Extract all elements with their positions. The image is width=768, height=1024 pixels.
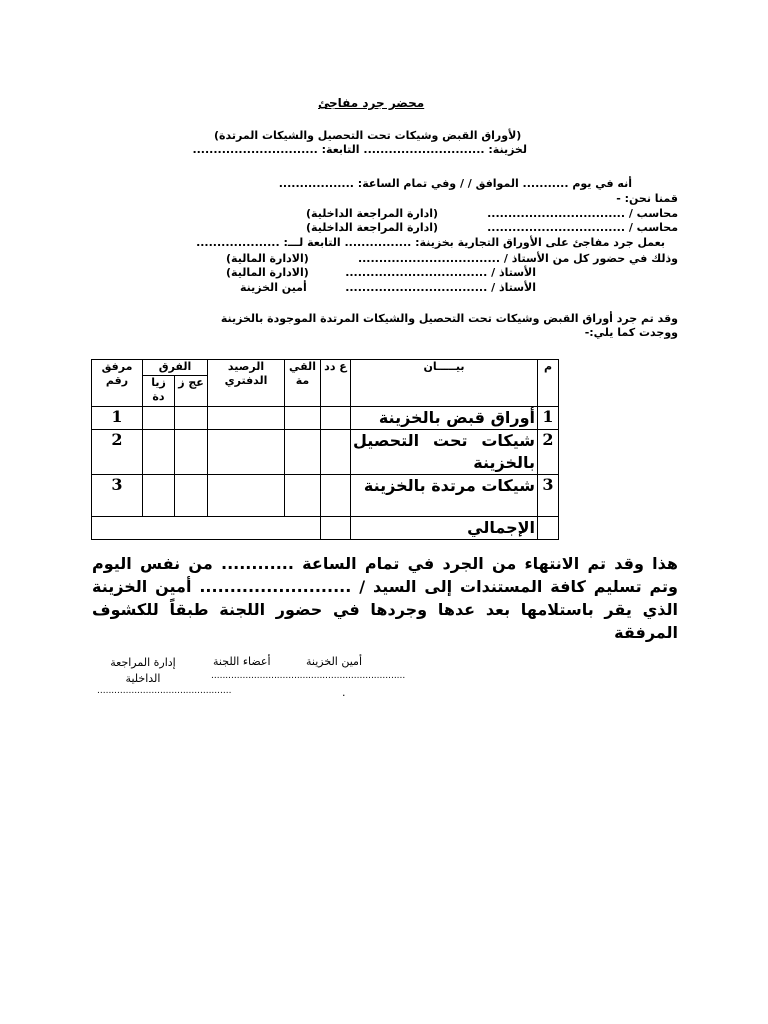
row-deficit-cell: [175, 475, 208, 517]
inventory-table: [91, 359, 559, 540]
row-count-cell: [321, 430, 351, 475]
found-line-2: ووجدت كما يلي:-: [584, 326, 678, 339]
header-statement: بيـــــان: [351, 360, 538, 407]
header-deficit: عج ز: [175, 376, 208, 407]
header-balance: الرصيد الدفتري: [208, 360, 285, 407]
page-title: محضر جرد مفاجئ: [318, 96, 425, 110]
signature-treasurer-line: ..................................: [308, 671, 406, 681]
total-rest-cell: [92, 517, 321, 540]
row-statement: شيكات تحت التحصيل بالخزينة: [351, 430, 538, 475]
row-count-cell: [321, 475, 351, 517]
table-row: [92, 430, 559, 475]
row-attach: 1: [92, 407, 143, 430]
row-balance-cell: [208, 475, 285, 517]
signature-audit-line: ...............................................: [97, 686, 232, 696]
row-index: 3: [538, 475, 559, 517]
table-row: [92, 475, 559, 517]
header-surplus: زيا دة: [143, 376, 175, 407]
row-deficit-cell: [175, 407, 208, 430]
accountant-2: محاسب / .................................: [487, 221, 678, 234]
row-surplus-cell: [143, 407, 175, 430]
closing-paragraph: هذا وقد تم الانتهاء من الجرد في تمام الساعة ............ من نفس اليوم وتم تسليم كافة المستندات إلى السيد / ......................... أمين الخزينة الذي يقر باستلامها بعد عدها وجردها في حضور اللجنة طبقاً للكشوف المرفقة: [92, 554, 678, 642]
signature-treasurer: أمين الخزينة: [306, 655, 362, 668]
signature-audit: إدارة المراجعة الداخلية: [110, 656, 176, 685]
accountant-2-dept: (ادارة المراجعة الداخلية): [306, 221, 439, 234]
date-line: أنه في يوم ........... الموافق / / وفي تمام الساعة: ..................: [278, 177, 632, 190]
row-attach: 3: [92, 475, 143, 517]
total-label: الإجمالي: [351, 517, 538, 540]
total-count-cell: [321, 517, 351, 540]
row-statement: أوراق قبض بالخزينة: [351, 407, 538, 430]
attendance-dept: (الادارة المالية): [226, 252, 309, 265]
attendance-line: وذلك في حضور كل من الأستاذ / ..................................: [357, 252, 678, 265]
row-deficit-cell: [175, 430, 208, 475]
subtitle: (لأوراق القبض وشيكات تحت التحصيل والشيكات المرتدة): [214, 129, 522, 142]
professor-2-dept: (الادارة المالية): [226, 266, 309, 279]
signature-committee-line: ..................................: [211, 671, 309, 681]
professor-3: الأستاذ / ..................................: [345, 281, 536, 294]
row-value-cell: [285, 430, 321, 475]
we-line: قمنا نحن: -: [616, 192, 678, 205]
accountant-1-dept: (ادارة المراجعة الداخلية): [306, 207, 439, 220]
row-value-cell: [285, 475, 321, 517]
row-count-cell: [321, 407, 351, 430]
professor-2: الأستاذ / ..................................: [345, 266, 536, 279]
header-m: م: [538, 360, 559, 407]
row-index: 2: [538, 430, 559, 475]
row-balance-cell: [208, 430, 285, 475]
total-row: [92, 517, 559, 540]
signature-committee: أعضاء اللجنة: [213, 655, 271, 668]
header-count: ع دد: [321, 360, 351, 407]
total-index-cell: [538, 517, 559, 540]
treasury-line: لخزينة: ............................. التابعة: ..............................: [192, 143, 527, 156]
row-value-cell: [285, 407, 321, 430]
row-surplus-cell: [143, 430, 175, 475]
header-value: القي مة: [285, 360, 321, 407]
accountant-1: محاسب / .................................: [487, 207, 678, 220]
row-balance-cell: [208, 407, 285, 430]
professor-3-role: أمين الخزينة: [240, 281, 307, 294]
header-diff: الفرق: [143, 360, 208, 376]
header-attach: مرفق رقم: [92, 360, 143, 407]
audit-line: بعمل جرد مفاجئ على الأوراق التجارية بخزينة: ................ التابعة لـــ: ....................: [196, 236, 665, 249]
row-attach: 2: [92, 430, 143, 475]
found-line-1: وقد تم جرد أوراق القبض وشيكات تحت التحصيل والشيكات المرتدة الموجودة بالخزينة: [220, 312, 678, 325]
row-statement: شيكات مرتدة بالخزينة: [351, 475, 538, 517]
row-surplus-cell: [143, 475, 175, 517]
stray-dot: .: [342, 686, 346, 699]
table-row: [92, 407, 559, 430]
row-index: 1: [538, 407, 559, 430]
